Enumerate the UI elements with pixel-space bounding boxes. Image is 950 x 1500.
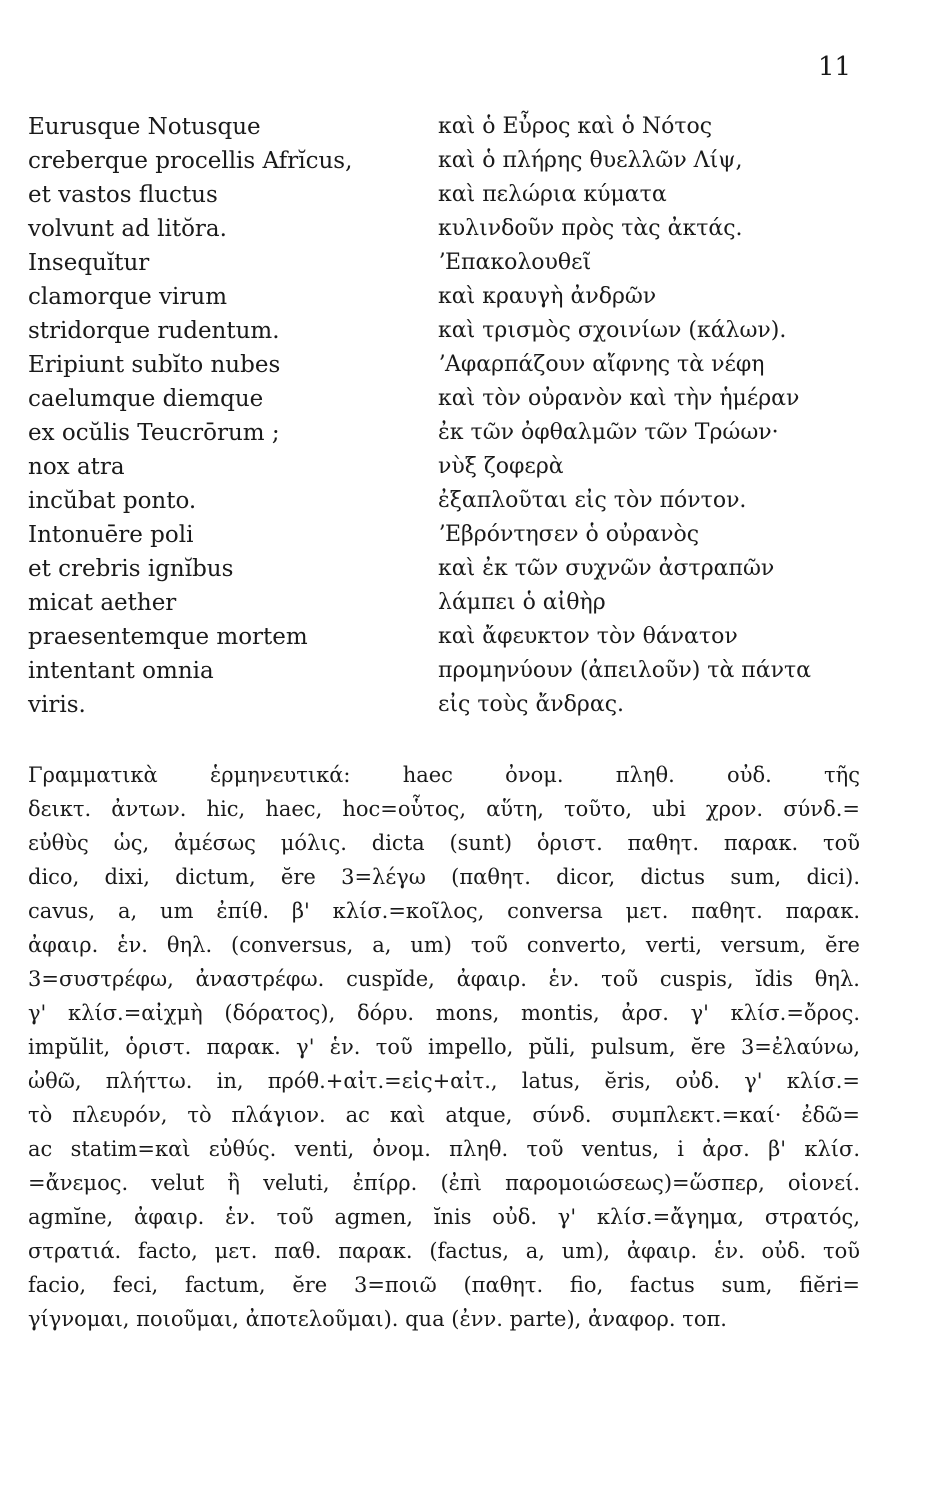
latin-line: ex ocŭlis Teucrōrum ;	[28, 420, 280, 446]
latin-line: clamorque virum	[28, 284, 228, 310]
note-line: γ' κλίσ.=αἰχμὴ (δόρατος), δόρυ. mons, montis, ἀρσ. γ' κλίσ.=ὄρος.	[28, 1001, 860, 1025]
greek-line: ἐξαπλοῦται εἰς τὸν πόντον.	[438, 488, 747, 513]
latin-line: et vastos fluctus	[28, 182, 218, 208]
page-number: 11	[818, 52, 852, 82]
greek-line: καὶ ὁ Εὖρος καὶ ὁ Νότος	[438, 114, 713, 139]
latin-line: Insequĭtur	[28, 250, 150, 276]
note-line: impŭlit, ὁριστ. παρακ. γ' ἑν. τοῦ impello, pŭli, pulsum, ĕre 3=ἐλαύνω,	[28, 1035, 860, 1059]
greek-line: κυλινδοῦν πρὸς τὰς ἀκτάς.	[438, 216, 743, 241]
note-line: δεικτ. ἀντων. hic, haec, hoc=οὗτος, αὕτη, τοῦτο, ubi χρον. σύνδ.=	[28, 797, 860, 821]
greek-line: καὶ ὁ πλήρης θυελλῶν Λίψ,	[438, 148, 743, 173]
greek-line: ἐκ τῶν ὀφθαλμῶν τῶν Τρώων·	[438, 420, 779, 445]
latin-line: nox atra	[28, 454, 125, 480]
note-line: γίγνομαι, ποιοῦμαι, ἀποτελοῦμαι). qua (ἐνν. parte), ἀναφορ. τοπ.	[28, 1307, 727, 1331]
greek-line: καὶ κραυγὴ ἀνδρῶν	[438, 284, 657, 309]
note-line: dico, dixi, dictum, ĕre 3=λέγω (παθητ. dicor, dictus sum, dici).	[28, 865, 860, 889]
latin-line: praesentemque mortem	[28, 624, 308, 650]
note-line: agmĭne, ἀφαιρ. ἑν. τοῦ agmen, ĭnis οὐδ. γ' κλίσ.=ἄγημα, στρατός,	[28, 1205, 860, 1229]
note-line: =ἄνεμος. velut ἢ veluti, ἐπίρρ. (ἐπὶ παρομοιώσεως)=ὥσπερ, οἱονεί.	[28, 1171, 860, 1195]
greek-line: καὶ πελώρια κύματα	[438, 182, 667, 207]
note-line: τὸ πλευρόν, τὸ πλάγιον. ac καὶ atque, σύνδ. συμπλεκτ.=καί· ἐδῶ=	[28, 1103, 860, 1127]
latin-line: volvunt ad litŏra.	[28, 216, 227, 242]
latin-line: micat aether	[28, 590, 177, 616]
latin-line: et crebris ignĭbus	[28, 556, 234, 582]
parallel-text	[28, 110, 928, 722]
greek-line: καὶ τρισμὸς σχοινίων (κάλων).	[438, 318, 787, 343]
note-line: ὠθῶ, πλήττω. in, πρόθ.+αἰτ.=εἰς+αἰτ., latus, ĕris, οὐδ. γ' κλίσ.=	[28, 1069, 860, 1093]
latin-line: Eurusque Notusque	[28, 114, 261, 140]
greek-line: ʼΑφαρπάζουν αἴφνης τὰ νέφη	[438, 352, 765, 377]
note-line: στρατιά. facto, μετ. παθ. παρακ. (factus, a, um), ἀφαιρ. ἑν. οὐδ. τοῦ	[28, 1239, 860, 1263]
latin-line: creberque procellis Afrĭcus,	[28, 148, 353, 174]
grammatical-notes	[28, 758, 860, 1336]
note-line: ac statim=καὶ εὐθύς. venti, ὀνομ. πληθ. τοῦ ventus, i ἀρσ. β' κλίσ.	[28, 1137, 860, 1161]
note-line: Γραμματικὰ ἑρμηνευτικά: haec ὀνομ. πληθ. οὐδ. τῆς	[28, 763, 860, 787]
note-line: 3=συστρέφω, ἀναστρέφω. cuspĭde, ἀφαιρ. ἑν. τοῦ cuspis, ĭdis θηλ.	[28, 967, 860, 991]
note-line: facio, feci, factum, ĕre 3=ποιῶ (παθητ. fio, factus sum, fiĕri=	[28, 1273, 860, 1297]
greek-column	[438, 110, 878, 722]
latin-line: Intonuēre poli	[28, 522, 194, 548]
latin-line: incŭbat ponto.	[28, 488, 197, 514]
note-line: cavus, a, um ἐπίθ. β' κλίσ.=κοῖλος, conversa μετ. παθητ. παρακ.	[28, 899, 860, 923]
latin-line: Eripiunt subĭto nubes	[28, 352, 281, 378]
greek-line: ʼΕπακολουθεῖ	[438, 250, 592, 275]
note-line: ἀφαιρ. ἑν. θηλ. (conversus, a, um) τοῦ converto, verti, versum, ĕre	[28, 933, 860, 957]
latin-line: intentant omnia	[28, 658, 214, 684]
greek-line: καὶ ἐκ τῶν συχνῶν ἀστραπῶν	[438, 556, 775, 581]
latin-line: viris.	[28, 692, 86, 718]
greek-line: λάμπει ὁ αἰθὴρ	[438, 590, 606, 615]
latin-column	[28, 110, 438, 722]
greek-line: καὶ ἄφευκτον τὸν θάνατον	[438, 624, 738, 649]
note-line: εὐθὺς ὡς, ἀμέσως μόλις. dicta (sunt) ὁριστ. παθητ. παρακ. τοῦ	[28, 831, 860, 855]
greek-line: ʼΕβρόντησεν ὁ οὐρανὸς	[438, 522, 700, 547]
latin-line: stridorque rudentum.	[28, 318, 280, 344]
greek-line: εἰς τοὺς ἄνδρας.	[438, 692, 625, 717]
greek-line: προμηνύουν (ἀπειλοῦν) τὰ πάντα	[438, 658, 812, 683]
latin-line: caelumque diemque	[28, 386, 264, 412]
greek-line: νὺξ ζοφερὰ	[438, 454, 564, 479]
greek-line: καὶ τὸν οὐρανὸν καὶ τὴν ἡμέραν	[438, 386, 800, 411]
